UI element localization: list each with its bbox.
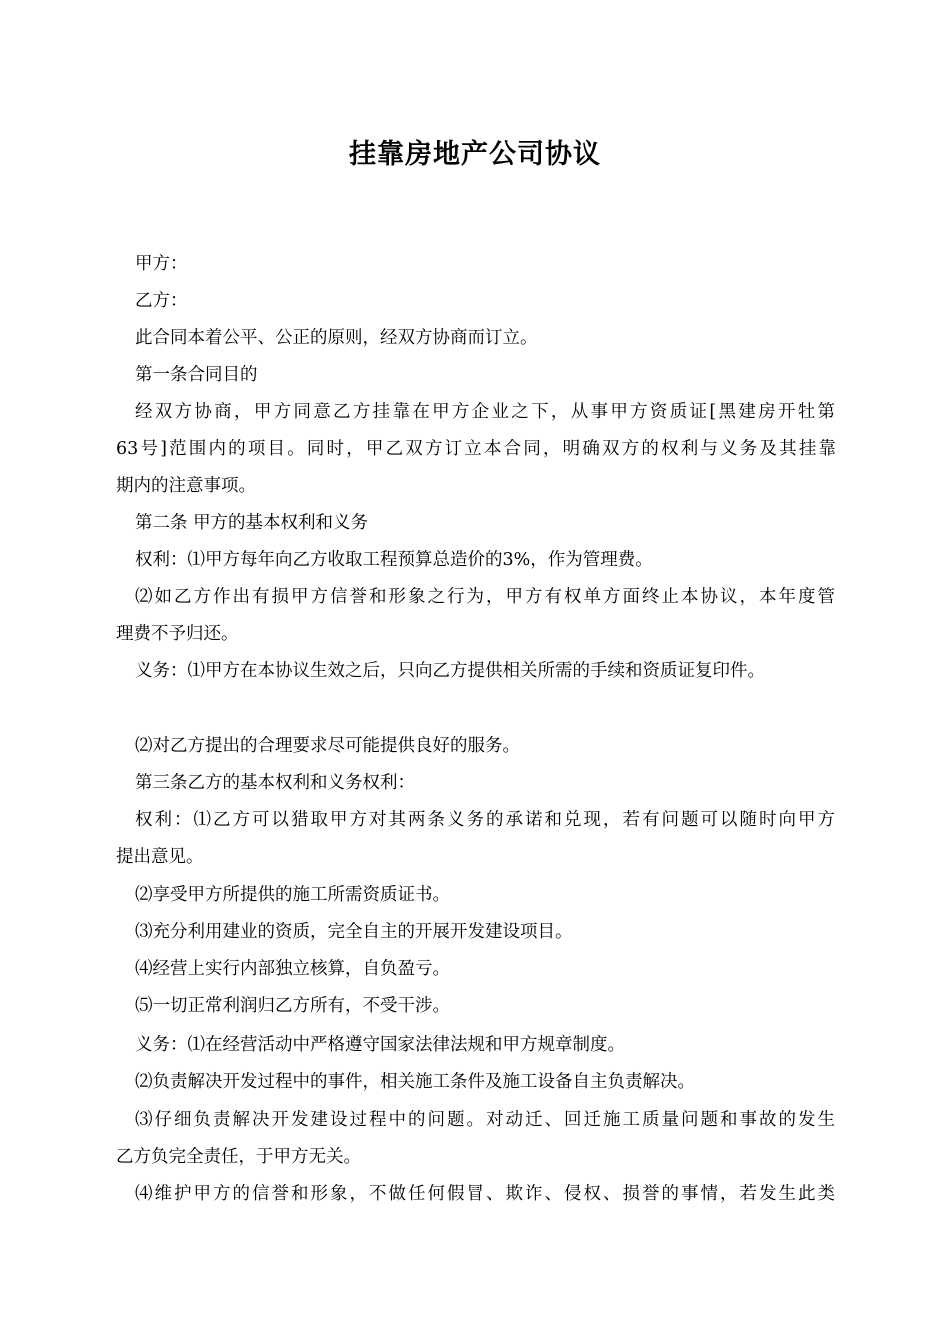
paragraph-line: 义务：⑴甲方在本协议生效之后，只向乙方提供相关所需的手续和资质证复印件。 xyxy=(135,661,765,681)
article-1-heading: 第一条合同目的 xyxy=(135,365,258,385)
paragraph-line: ⑶仔细负责解决开发建设过程中的问题。对动迁、回迁施工质量问题和事故的发生 xyxy=(135,1110,835,1130)
paragraph-line: 期内的注意事项。 xyxy=(116,476,256,496)
paragraph-line: ⑸一切正常利润归乙方所有，不受干涉。 xyxy=(135,996,450,1016)
paragraph-line: 权利：⑴甲方每年向乙方收取工程预算总造价的3%，作为管理费。 xyxy=(135,550,653,570)
party-a-line: 甲方： xyxy=(135,254,188,274)
paragraph-line: 63号]范围内的项目。同时，甲乙双方订立本合同，明确双方的权利与义务及其挂靠 xyxy=(116,439,836,459)
paragraph-line: 乙方负完全责任，于甲方无关。 xyxy=(116,1147,361,1167)
paragraph-line: ⑵享受甲方所提供的施工所需资质证书。 xyxy=(135,885,450,905)
party-b-line: 乙方： xyxy=(135,291,188,311)
paragraph-line: ⑵对乙方提出的合理要求尽可能提供良好的服务。 xyxy=(135,736,520,756)
paragraph-line: ⑵负责解决开发过程中的事件，相关施工条件及施工设备自主负责解决。 xyxy=(135,1072,695,1092)
document-title: 挂靠房地产公司协议 xyxy=(349,139,601,170)
paragraph-line: ⑷经营上实行内部独立核算，自负盈亏。 xyxy=(135,959,450,979)
paragraph-line: ⑶充分利用建业的资质，完全自主的开展开发建设项目。 xyxy=(135,922,573,942)
article-3-heading: 第三条乙方的基本权利和义务权利： xyxy=(135,773,415,793)
preamble-line: 此合同本着公平、公正的原则，经双方协商而订立。 xyxy=(135,328,538,348)
paragraph-line: 权利：⑴乙方可以猎取甲方对其两条义务的承诺和兑现，若有问题可以随时向甲方 xyxy=(135,810,835,830)
article-2-heading: 第二条 甲方的基本权利和义务 xyxy=(135,513,369,533)
paragraph-line: 提出意见。 xyxy=(116,847,204,867)
paragraph-line: ⑷维护甲方的信誉和形象，不做任何假冒、欺诈、侵权、损誉的事情，若发生此类 xyxy=(135,1184,835,1204)
paragraph-line: ⑵如乙方作出有损甲方信誉和形象之行为，甲方有权单方面终止本协议，本年度管 xyxy=(135,587,835,607)
paragraph-line: 经双方协商，甲方同意乙方挂靠在甲方企业之下，从事甲方资质证[黑建房开牡第 xyxy=(135,402,835,422)
paragraph-line: 理费不予归还。 xyxy=(116,624,239,644)
paragraph-line: 义务：⑴在经营活动中严格遵守国家法律法规和甲方规章制度。 xyxy=(135,1035,625,1055)
